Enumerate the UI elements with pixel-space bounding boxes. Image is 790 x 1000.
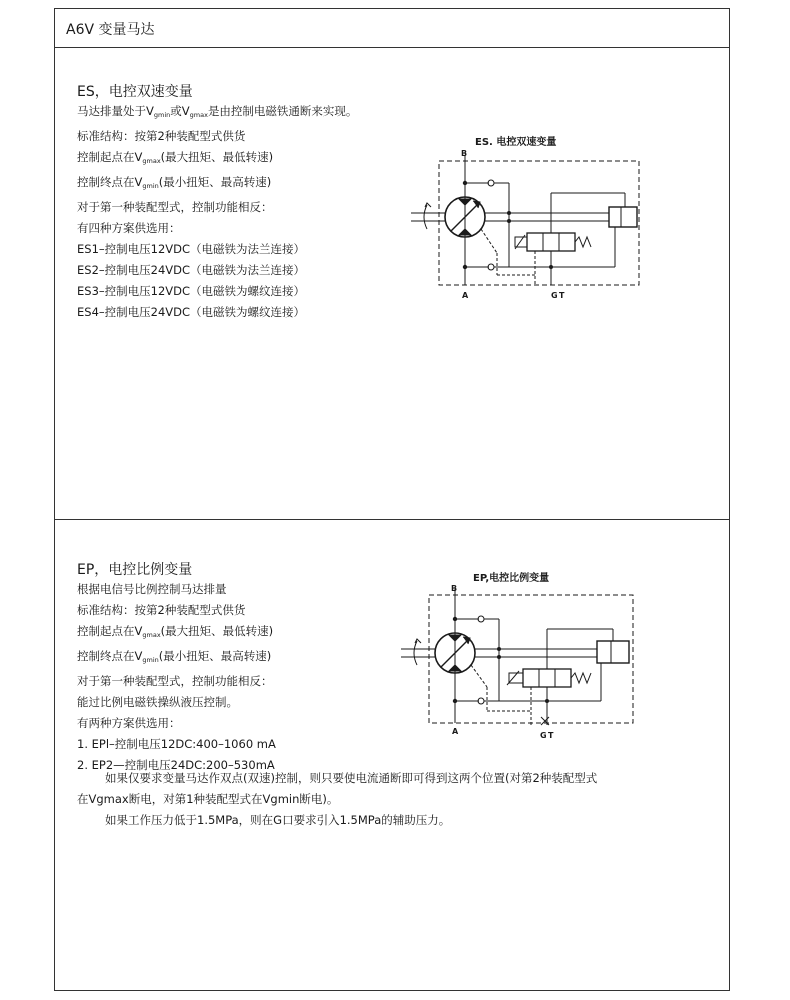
es-description [77,101,357,323]
ep-line-5: 对于第一种装配型式，控制功能相反： [77,674,273,688]
es-diagram-title: ES. 电控双速变量 [475,137,557,148]
ep-port-b: B [451,584,458,593]
section-divider [55,519,729,520]
ep-option-1: 1. EPl–控制电压12DC:400–1060 mA [77,737,276,751]
ep-line-1: 根据电信号比例控制马达排量 [77,582,227,596]
ep-cylinder [597,641,629,663]
es-hydraulic-schematic [411,149,651,294]
ep-port-g: G [540,731,547,740]
es-option-1: ES1–控制电压12VDC（电磁铁为法兰连接） [77,242,306,256]
ep-paragraph-1a: 如果仅要求变量马达作双点(双速)控制，则只要使电流通断即可得到这两个位置(对第2种装配型式 [105,771,598,785]
es-port-a: A [462,291,469,300]
es-line-2: 标准结构：按第2种装配型式供货 [77,129,246,143]
es-line-1: 马达排量处于$V_{gmin}$或$V_{gmax}$是由控制电磁铁通断来实现。 [77,104,358,119]
es-line-4: 控制终点在$V_{gmin}$(最小扭矩、最高转速) [77,175,272,190]
es-option-2: ES2–控制电压24VDC（电磁铁为法兰连接） [77,263,306,277]
ep-port-t: T [548,731,554,740]
es-section-title: ES，电控双速变量 [77,84,193,100]
ep-port-a: A [452,727,459,736]
ep-hydraulic-schematic [401,585,641,730]
es-option-3: ES3–控制电压12VDC（电磁铁为螺纹连接） [77,284,306,298]
es-line-6: 有四种方案供选用： [77,221,181,235]
es-port-g: G [551,291,558,300]
ep-line-3: 控制起点在$V_{gmax}$(最大扭矩、最低转速) [77,624,274,639]
ep-section-title: EP，电控比例变量 [77,562,193,578]
es-line-5: 对于第一种装配型式，控制功能相反： [77,200,273,214]
es-solenoid-valve [527,233,575,251]
es-port-t: T [559,291,565,300]
page-frame [54,8,730,991]
ep-proportional-valve [523,669,571,687]
es-line-3: 控制起点在$V_{gmax}$(最大扭矩、最低转速) [77,150,274,165]
ep-line-6: 能过比例电磁铁操纵液压控制。 [77,695,238,709]
page-header [55,9,729,48]
ep-paragraph-2: 如果工作压力低于1.5MPa，则在G口要求引入1.5MPa的辅助压力。 [105,813,451,827]
es-option-4: ES4–控制电压24VDC（电磁铁为螺纹连接） [77,305,306,319]
ep-diagram-title: EP,电控比例变量 [473,573,550,584]
es-port-b: B [461,149,468,158]
ep-line-2: 标准结构：按第2种装配型式供货 [77,603,246,617]
page-title: A6V 变量马达 [66,22,155,38]
ep-line-4: 控制终点在$V_{gmin}$(最小扭矩、最高转速) [77,649,272,664]
ep-paragraph-1b: 在Vgmax断电，对第1种装配型式在Vgmin断电)。 [77,792,339,806]
ep-line-7: 有两种方案供选用： [77,716,181,730]
es-cylinder [609,207,637,227]
ep-option-2: 2. EP2—控制电压24DC:200–530mA [77,758,275,772]
ep-description [77,579,276,776]
